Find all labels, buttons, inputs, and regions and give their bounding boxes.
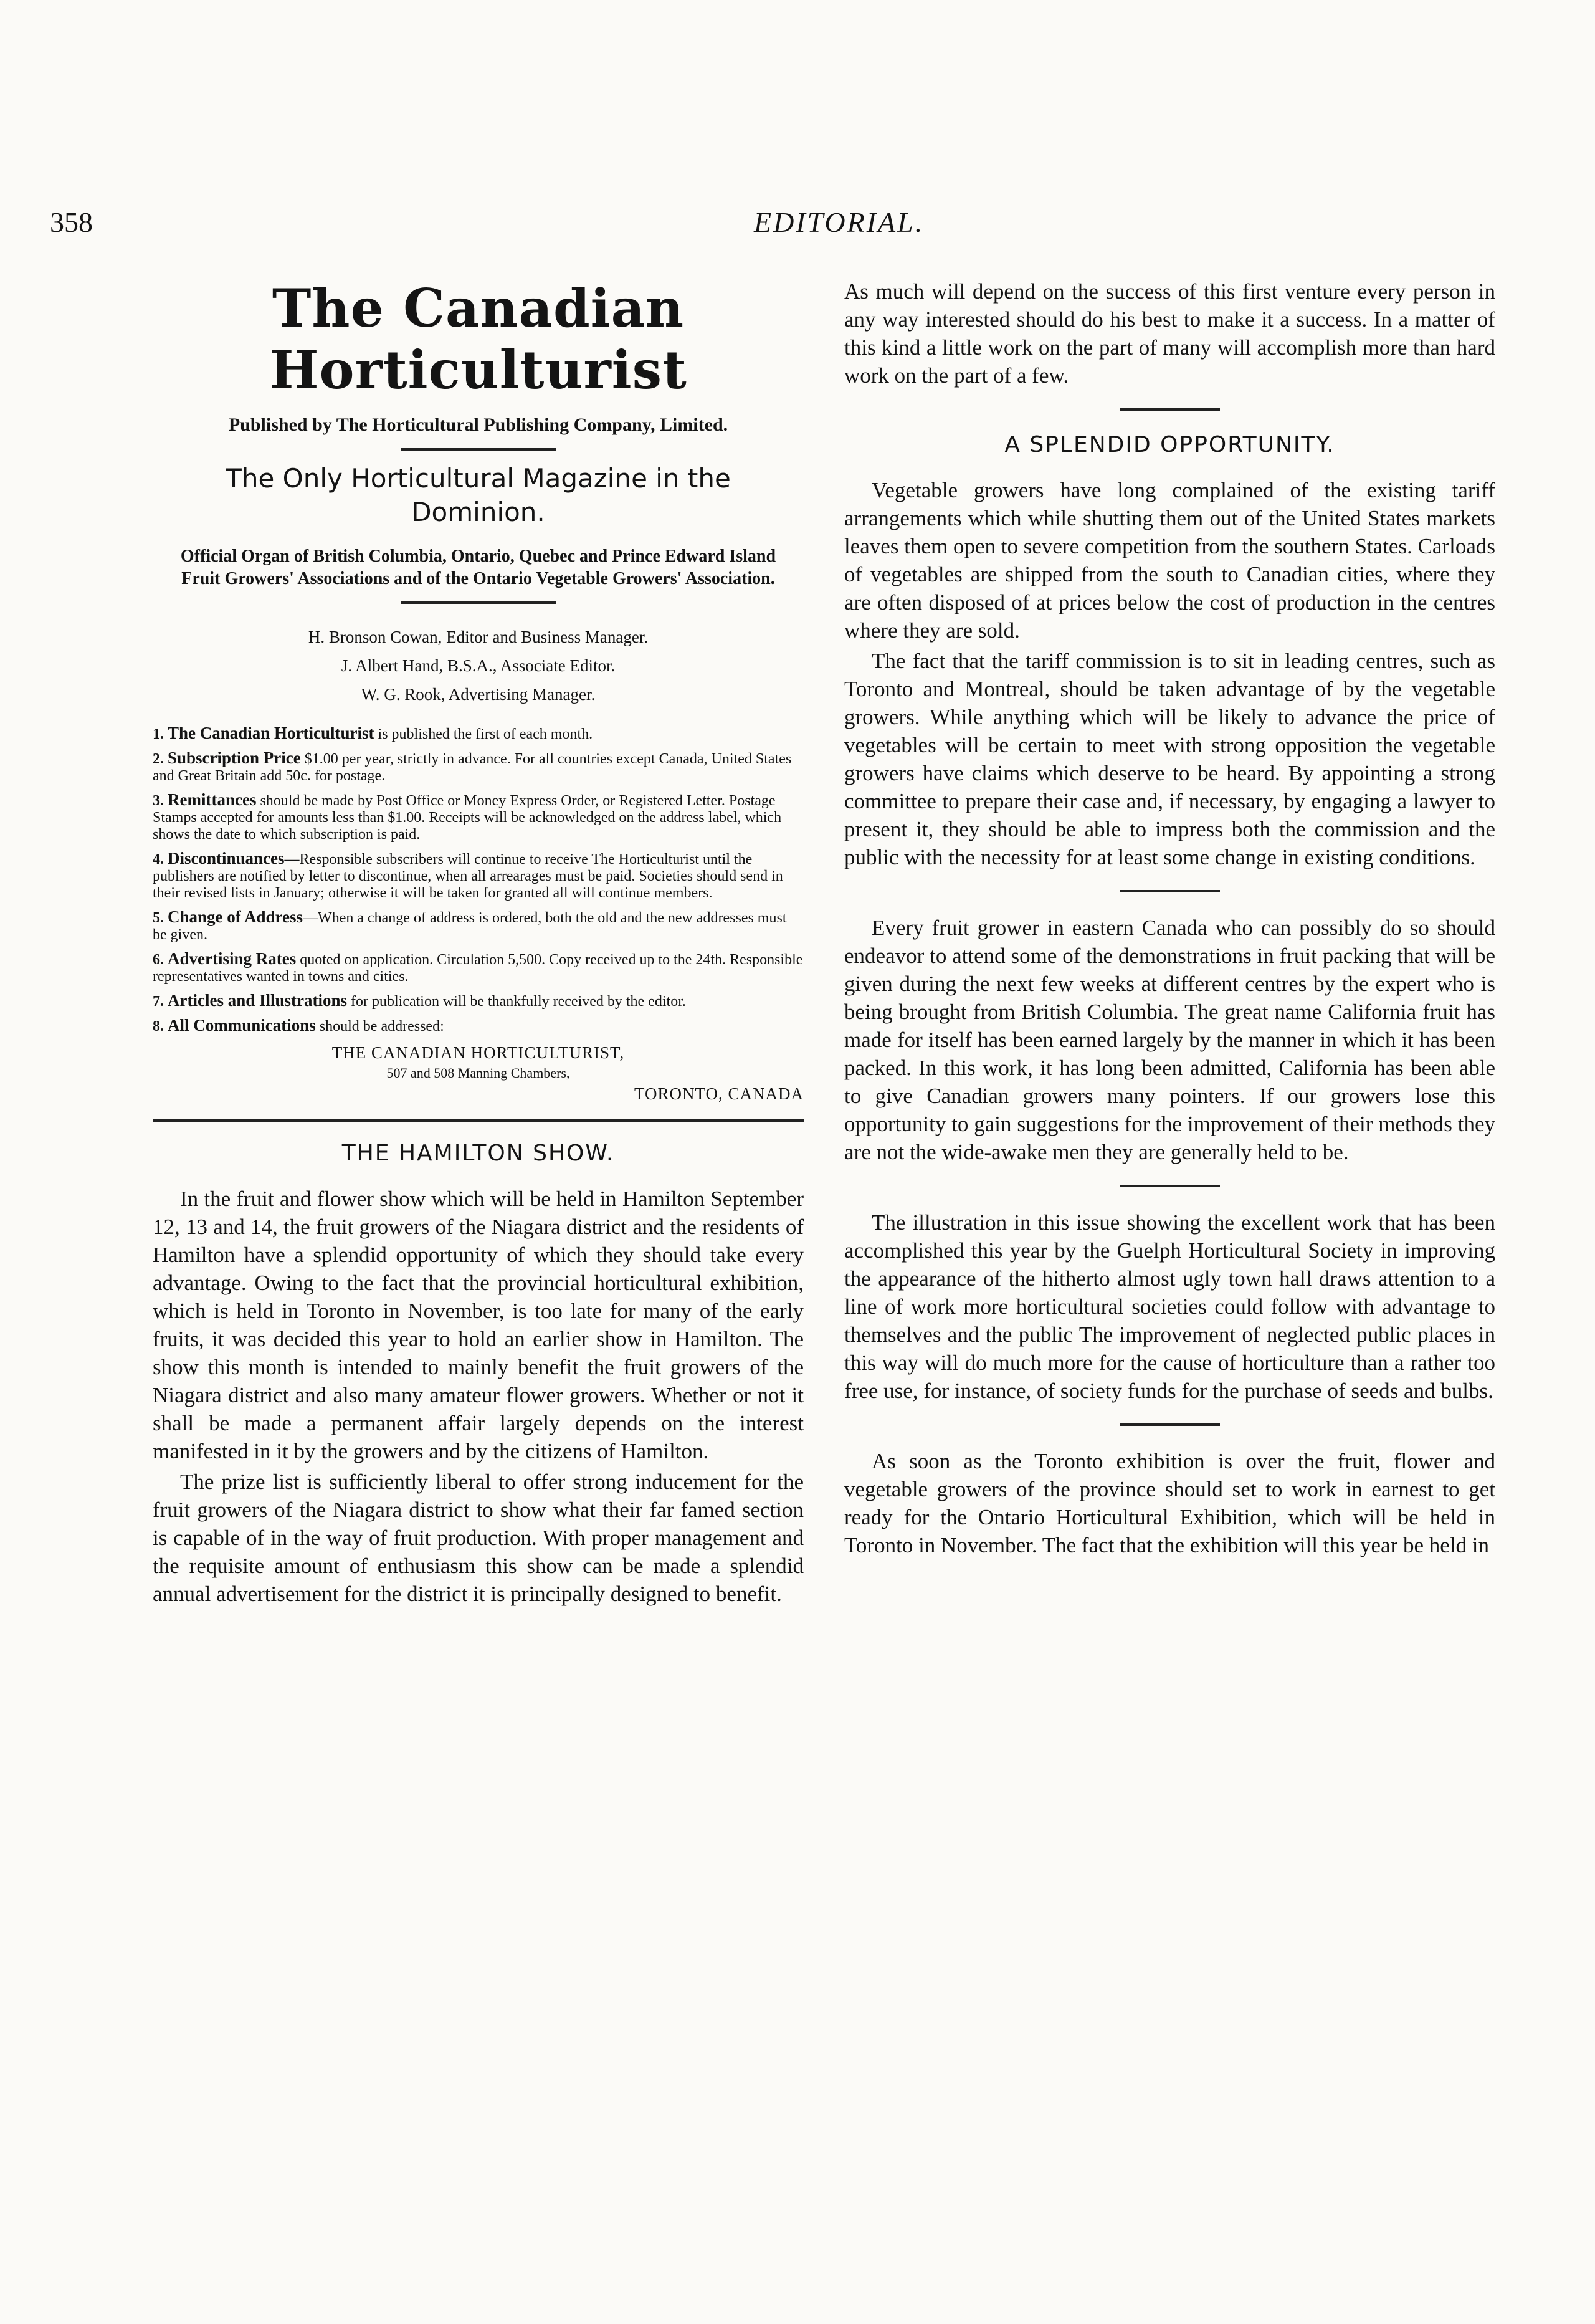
staff-list	[153, 623, 804, 709]
notice-text: should be addressed:	[315, 1018, 444, 1035]
notice-title: Remittances	[168, 790, 257, 809]
divider-rule	[401, 601, 556, 604]
fruit-packing-paragraph: Every fruit grower in eastern Canada who can possibly do so should endeavor to attend some of the demonstrations in fruit packing that will be given during the next few weeks at different centres by the expert who is being brought from British Columbia. The great name California fruit has made for itself has been earned largely by the manner in which it has been packed. In this work, it has long been admitted, California has been able to give Canadian growers many pointers. If our growers lose this opportunity to gain suggestions for the improvement of their methods they are not the wide-awake men they are generally held to be.	[844, 916, 1495, 1164]
notice-item	[153, 750, 804, 785]
address-line-1: THE CANADIAN HORTICULTURIST,	[331, 1043, 625, 1062]
notice-item	[153, 725, 804, 743]
notice-title: Change of Address	[168, 907, 303, 926]
notice-number: 6.	[153, 952, 164, 968]
left-column	[153, 277, 804, 1610]
hamilton-show-heading: THE HAMILTON SHOW.	[341, 1140, 615, 1166]
staff-advertising-manager: W. G. Rook, Advertising Manager.	[361, 685, 596, 704]
article-paragraph: The fact that the tariff commission is to sit in leading centres, such as Toronto and Montreal, should be taken advantage of by the vegetable growers. While anything which will be likely to advance the price of vegetables will be certain to meet with strong opposition the vegetable growers have claims which deserve to be heard. By appointing a strong committee to prepare their case and, if necessary, by engaging a lawyer to present it, they should be able to impress both the commission and the public with the necessity for at least some change in existing conditions.	[844, 649, 1495, 869]
notice-text: is published the first of each month.	[374, 726, 593, 742]
notice-text: —Responsible subscribers will continue to receive The Horticulturist until the publishers are notified by letter to discontinue, when all arrearages must be paid. Societies should send in their revised lists in January; otherwise it will be taken for granted all will continue members.	[153, 851, 783, 901]
notice-text: —When a change of address is ordered, both the old and the new addresses must be given.	[153, 910, 787, 943]
article-paragraph: Vegetable growers have long complained of the existing tariff arrangements which while shutting them out of the United States markets leaves them open to severe competition from the southern States. Carloads of vegetables are shipped from the south to Canadian cities, where they are often disposed of at prices below the cost of production in the centres where they are sold.	[844, 478, 1495, 643]
running-head: EDITORIAL.	[754, 206, 925, 238]
notice-item	[153, 1017, 804, 1035]
notice-title: All Communications	[168, 1016, 316, 1035]
divider-rule	[1120, 408, 1220, 411]
mailing-address	[153, 1042, 804, 1104]
guelph-paragraph: The illustration in this issue showing the excellent work that has been accomplished this year by the Guelph Horticultural Society in improving the appearance of the hitherto almost ugly town hall draws attention to a line of work more horticultural societies could follow with advantage to themselves and the public The improvement of neglected public places in this way will do much more for the cause of horticulture than a rather too free use, for instance, of society funds for the purchase of seeds and bulbs.	[844, 1210, 1495, 1403]
magazine-tagline: The Only Horticultural Magazine in the Dominion.	[226, 463, 731, 527]
splendid-opportunity-heading: A SPLENDID OPPORTUNITY.	[1004, 432, 1335, 457]
notice-item	[153, 909, 804, 944]
divider-rule	[401, 448, 556, 451]
address-line-2: 507 and 508 Manning Chambers,	[386, 1065, 570, 1081]
article-paragraph: In the fruit and flower show which will be held in Hamilton September 12, 13 and 14, the fruit growers of the Niagara district and the residents of Hamilton have a splendid opportunity of which they should take every advantage. Owing to the fact that the provincial horticultural exhibition, which is held in Toronto in November, is too late for many of the early fruits, it was decided this year to hold an earlier show in Hamilton. The show this month is intended to mainly benefit the fruit growers of the Niagara district and also many amateur flower growers. Whether or not it shall be made a permanent affair largely depends on the interest manifested in it by the growers and by the citizens of Hamilton.	[153, 1187, 804, 1463]
notice-text: $1.00 per year, strictly in advance. For all countries except Canada, United States and Great Britain add 50c. for postage.	[153, 751, 792, 784]
page-number: 358	[50, 206, 93, 238]
notice-item	[153, 850, 804, 902]
notice-text: quoted on application. Circulation 5,500. Copy received up to the 24th. Responsible representatives wanted in towns and cities.	[153, 952, 803, 985]
publisher-line: Published by The Horticultural Publishing Company, Limited.	[228, 414, 728, 435]
notice-number: 3.	[153, 793, 164, 809]
notice-number: 4.	[153, 851, 164, 868]
notice-title: Articles and Illustrations	[168, 991, 348, 1010]
staff-associate-editor: J. Albert Hand, B.S.A., Associate Editor.	[341, 656, 616, 675]
notice-text: for publication will be thankfully received by the editor.	[347, 993, 686, 1010]
notice-title: Advertising Rates	[168, 949, 297, 968]
divider-rule	[1120, 890, 1220, 892]
notice-title: The Canadian Horticulturist	[168, 724, 374, 742]
section-rule	[153, 1119, 804, 1122]
notice-number: 7.	[153, 993, 164, 1010]
notice-title: Discontinuances	[168, 849, 285, 868]
page-header	[50, 206, 1502, 249]
divider-rule	[1120, 1423, 1220, 1426]
notice-number: 5.	[153, 910, 164, 926]
notice-item	[153, 992, 804, 1010]
notice-item	[153, 950, 804, 985]
notices-list	[153, 725, 804, 1035]
divider-rule	[1120, 1185, 1220, 1187]
article-paragraph: The prize list is sufficiently liberal to offer strong inducement for the fruit growers of the Niagara district to show what their far famed section is capable of in the way of fruit production. With proper management and the requisite amount of enthusiasm this show can be made a splendid annual advertisement for the district it is principally designed to benefit.	[153, 1470, 804, 1606]
official-organ-text: Official Organ of British Columbia, Ontario, Quebec and Prince Edward Island Fruit Growers' Associations and of the Ontario Vegetable Growers' Association.	[180, 547, 776, 588]
notice-text: should be made by Post Office or Money Express Order, or Registered Letter. Postage Stamps accepted for amounts less than $1.00. Receipts will be acknowledged on the address label, which shows the date to which subscription is paid.	[153, 793, 782, 843]
notice-number: 8.	[153, 1018, 164, 1035]
notice-number: 1.	[153, 726, 164, 742]
toronto-exhibition-paragraph: As soon as the Toronto exhibition is over the fruit, flower and vegetable growers of the province should set to work in earnest to get ready for the Ontario Horticultural Exhibition, which will be held in Toronto in November. The fact that the exhibition will this year be held in	[844, 1449, 1495, 1557]
notice-item	[153, 791, 804, 843]
notice-title: Subscription Price	[168, 748, 301, 767]
masthead-title: The Canadian Horticulturist	[269, 277, 687, 401]
notice-number: 2.	[153, 751, 164, 767]
staff-editor: H. Bronson Cowan, Editor and Business Manager.	[308, 628, 649, 646]
address-line-3: TORONTO, CANADA	[634, 1084, 804, 1103]
right-column	[844, 277, 1495, 1562]
continued-paragraph: As much will depend on the success of this first venture every person in any way interested should do his best to make it a success. In a matter of this kind a little work on the part of many will accomplish more than hard work on the part of a few.	[844, 279, 1495, 388]
